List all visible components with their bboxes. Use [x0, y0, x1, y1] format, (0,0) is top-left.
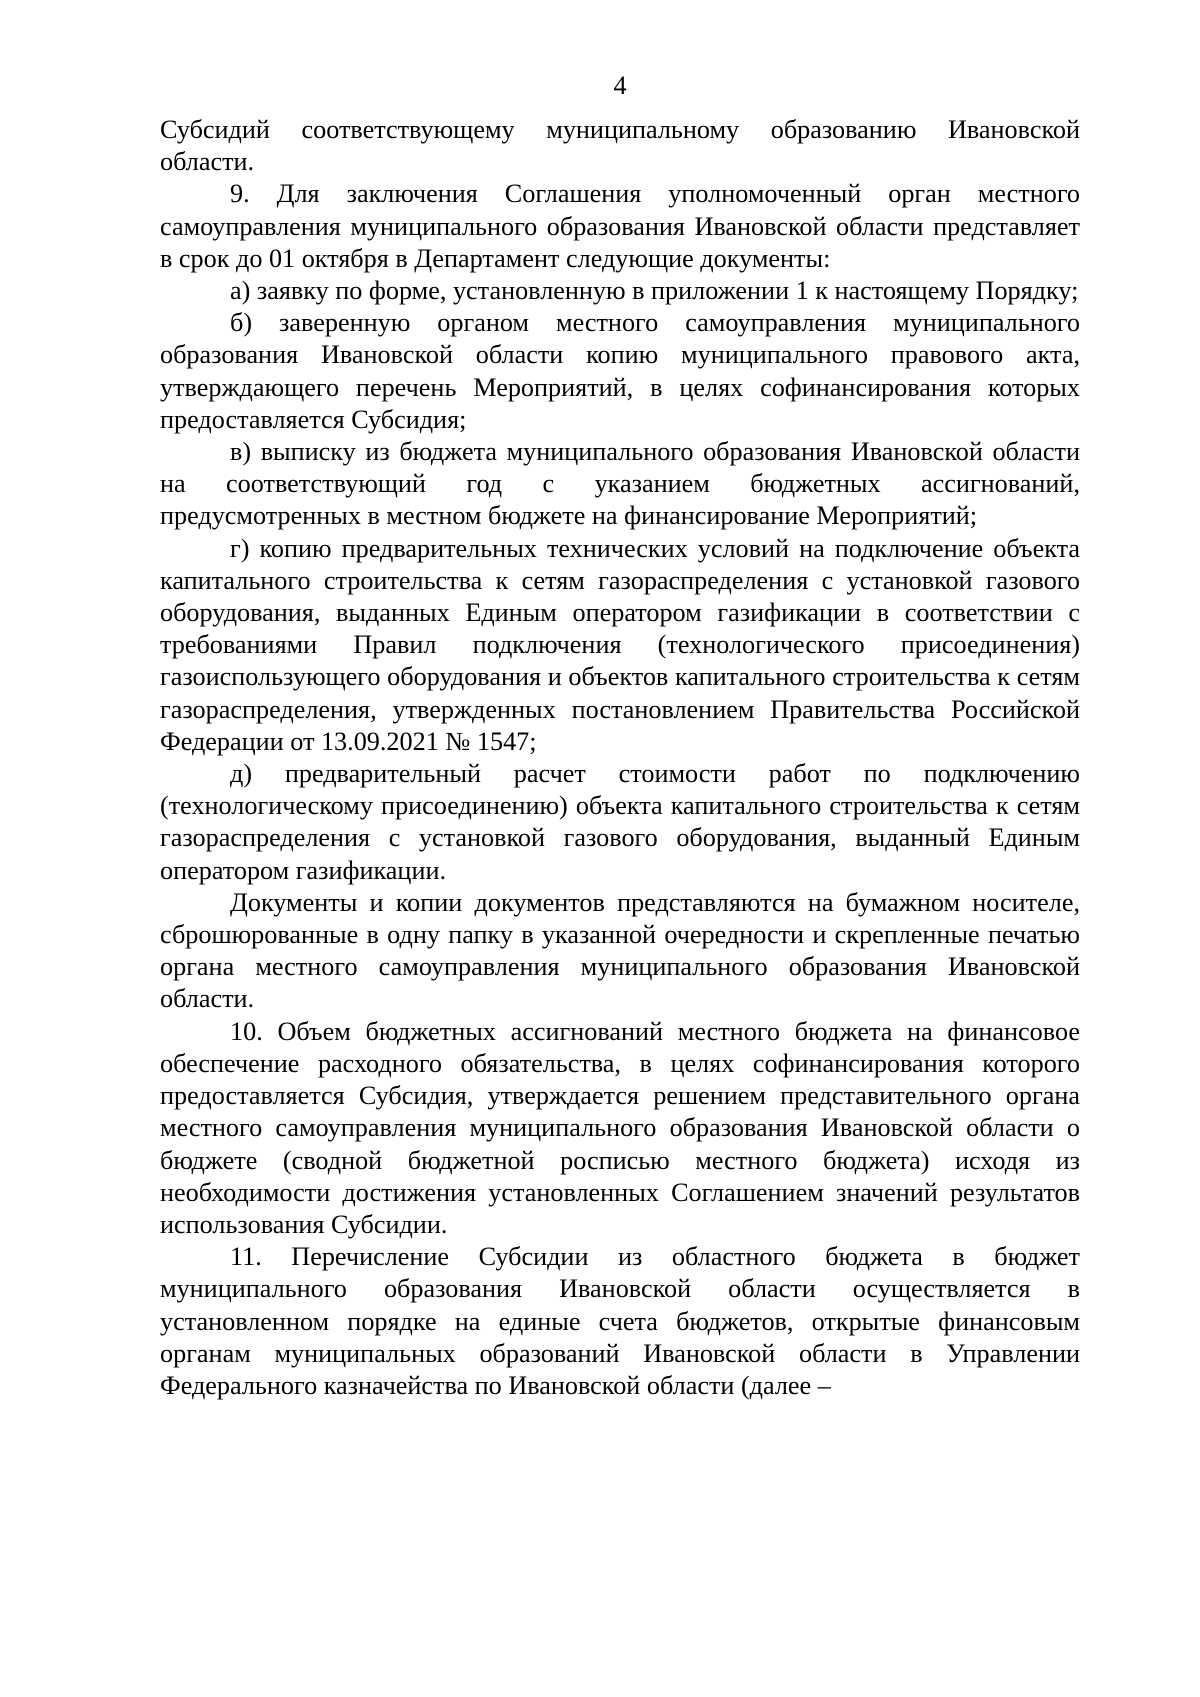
paragraph-item-v: в) выписку из бюджета муниципального образования Ивановской области на соответствующий год с указанием бюджетных ассигнований, предусмотренных в местном бюджете на финансирование Мероприятий; — [160, 437, 1080, 531]
document-page — [160, 70, 1080, 1402]
paragraph-clause-10: 10. Объем бюджетных ассигнований местного бюджета на финансовое обеспечение расходного обязательства, в целях софинансирования которого предоставляется Субсидия, утверждается решением представительного органа местного самоуправления муниципального образования Ивановской области о бюджете (сводной бюджетной росписью местного бюджета) исходя из необходимости достижения установленных Соглашением значений результатов использования Субсидии. — [160, 1016, 1080, 1239]
paragraph-continuation: Субсидий соответствующему муниципальному образованию Ивановской области. — [160, 115, 1080, 177]
page-number: 4 — [613, 71, 627, 100]
paragraph-item-a: а) заявку по форме, установленную в приложении 1 к настоящему Порядку; — [230, 276, 1079, 306]
paragraph-clause-11: 11. Перечисление Субсидии из областного бюджета в бюджет муниципального образования Ивановской области осуществляется в установленном порядке на единые счета бюджетов, открытые финансовым органам муниципальных образований Ивановской области в Управлении Федерального казначейства по Ивановской области (далее – — [160, 1242, 1080, 1400]
paragraph-item-d: д) предварительный расчет стоимости работ по подключению (технологическому присоединению) объекта капитального строительства к сетям газораспределения с установкой газового оборудования, выданный Единым оператором газификации. — [160, 759, 1080, 885]
paragraph-documents: Документы и копии документов представляются на бумажном носителе, сброшюрованные в одну папку в указанной очередности и скрепленные печатью органа местного самоуправления муниципального образования Ивановской области. — [160, 887, 1080, 1014]
paragraph-clause-9: 9. Для заключения Соглашения уполномоченный орган местного самоуправления муниципального образования Ивановской области представляет в срок до 01 октября в Департамент следующие документы: — [160, 179, 1080, 273]
paragraph-item-b: б) заверенную органом местного самоуправления муниципального образования Ивановской области копию муниципального правового акта, утверждающего перечень Мероприятий, в целях софинансирования которых предоставляется Субсидия; — [160, 308, 1080, 434]
paragraph-item-g: г) копию предварительных технических условий на подключение объекта капитального строительства к сетям газораспределения с установкой газового оборудования, выданных Единым оператором газификации в соответствии с требованиями Правил подключения (технологического присоединения) газоиспользующего оборудования и объектов капитального строительства к сетям газораспределения, утвержденных постановлением Правительства Российской Федерации от 13.09.2021 № 1547; — [160, 533, 1080, 756]
